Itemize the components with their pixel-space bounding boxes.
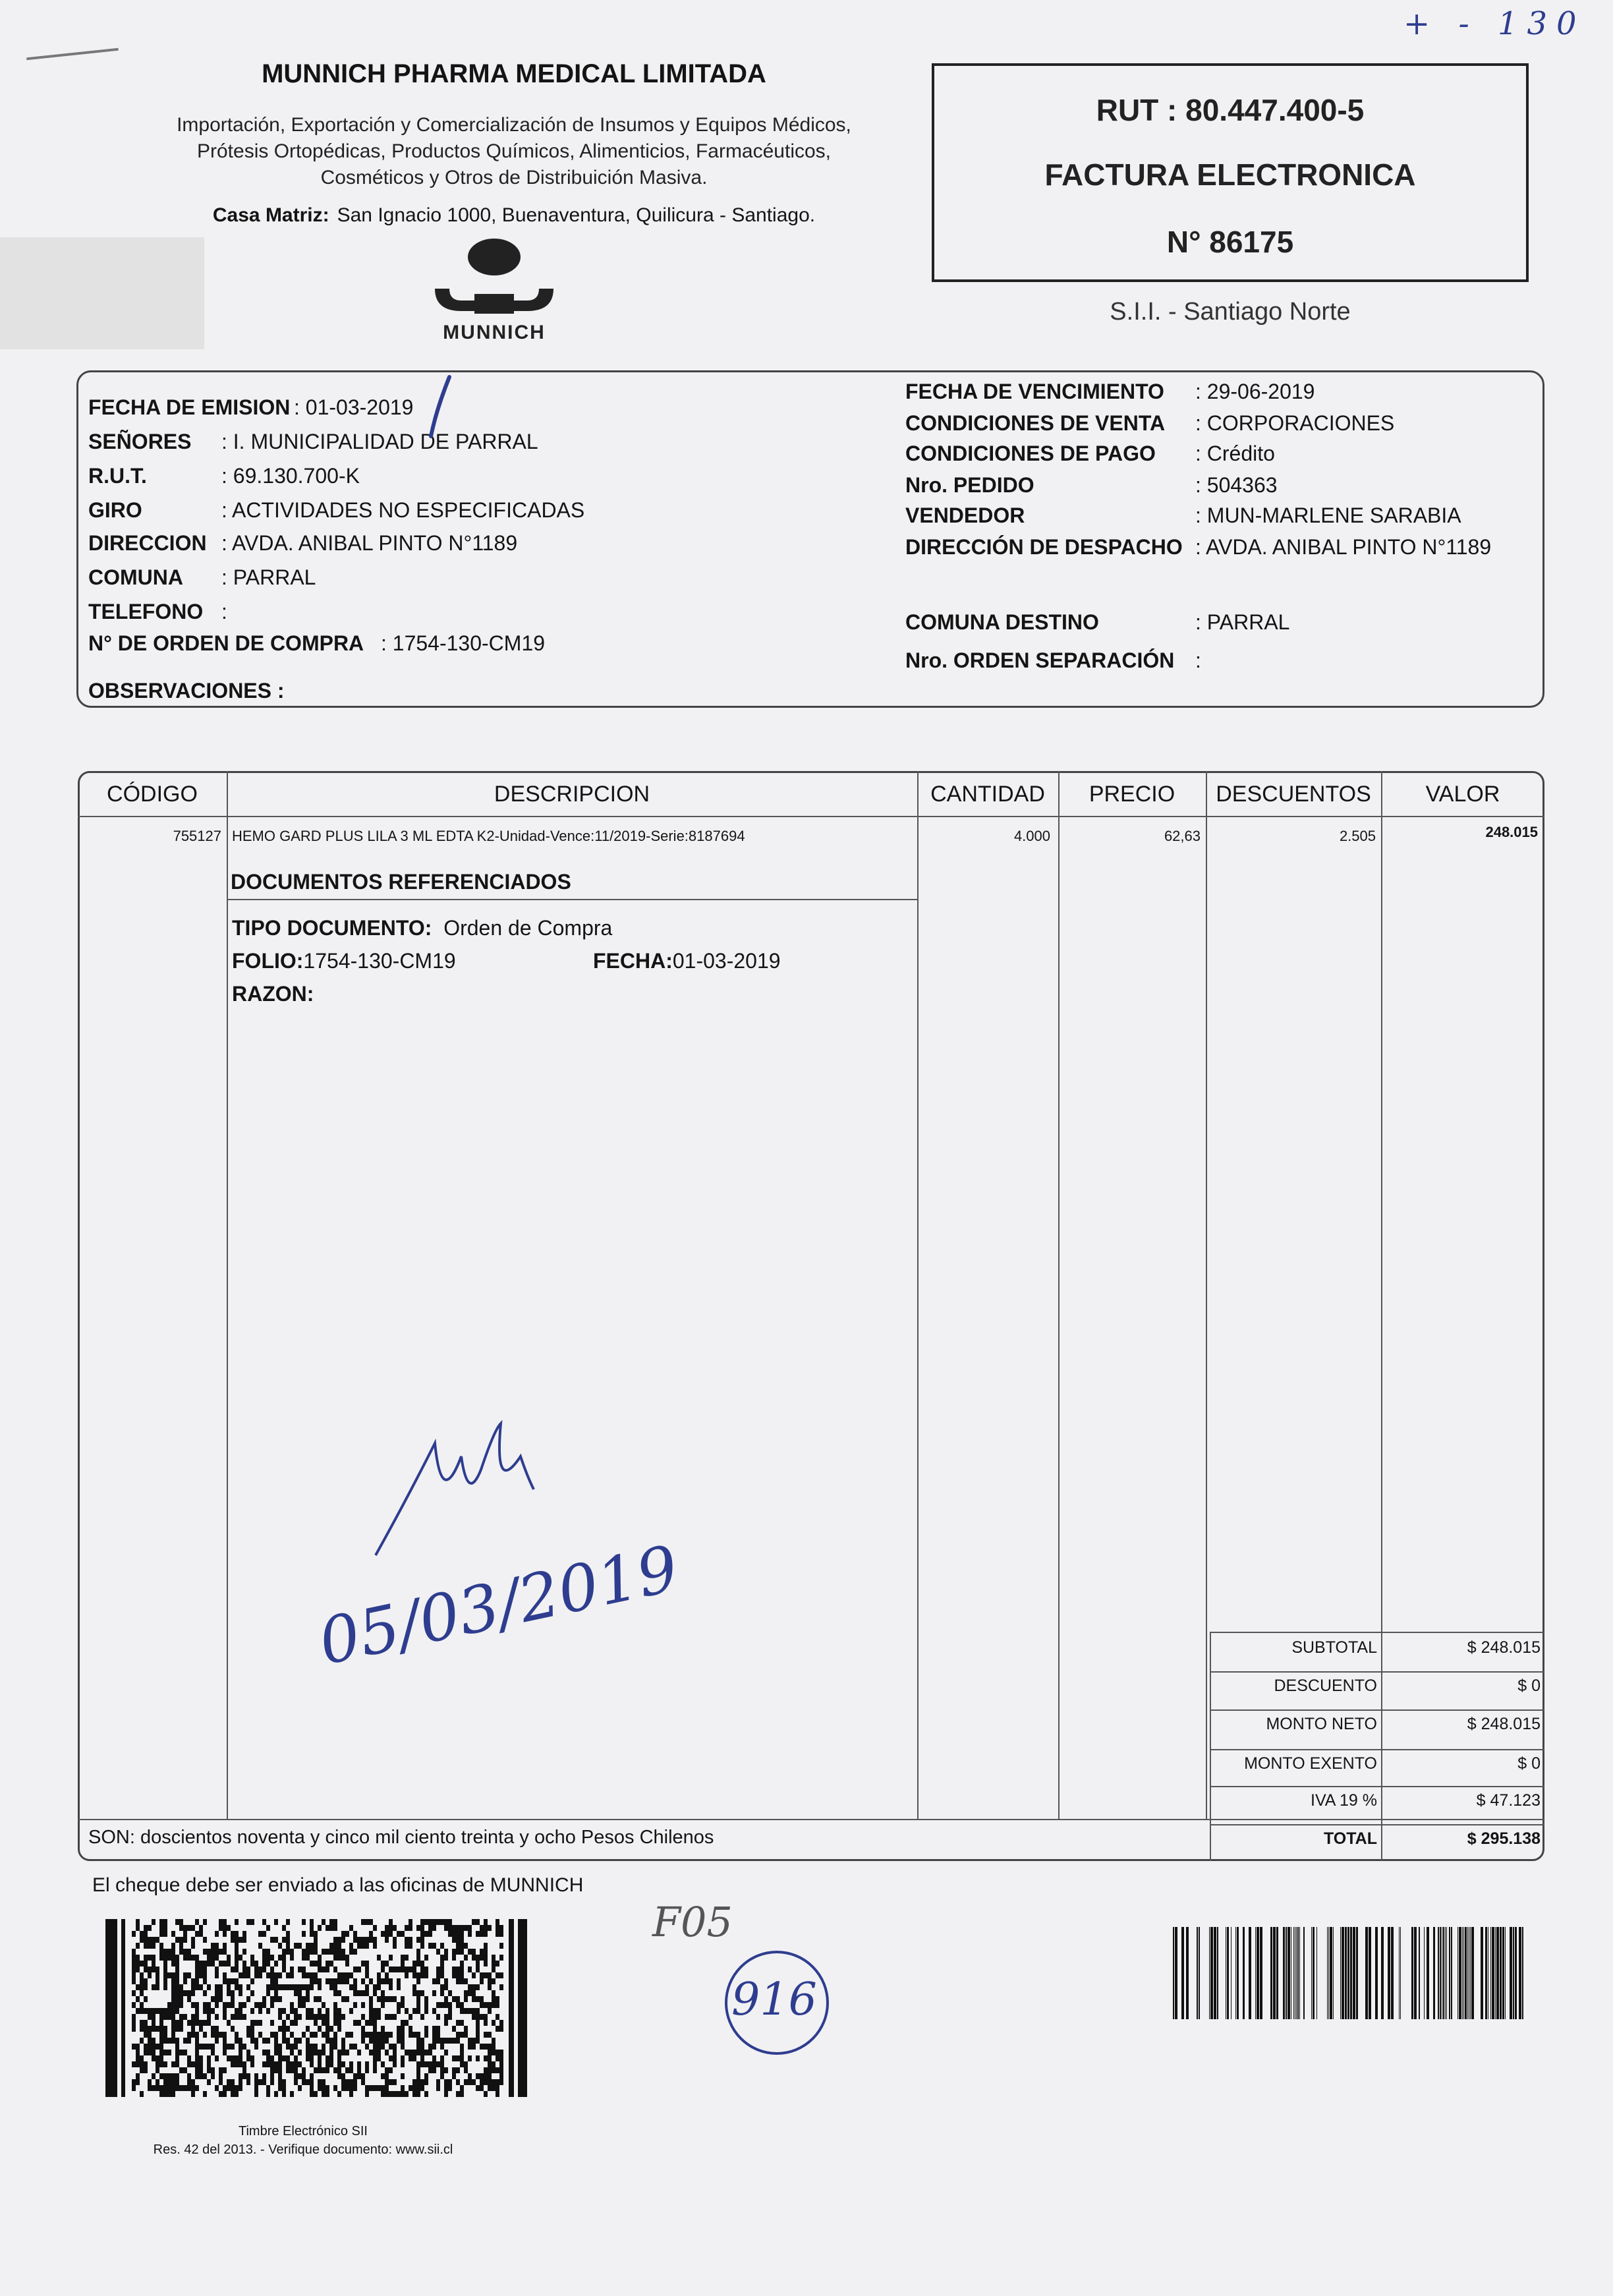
address-label: Casa Matriz: <box>212 204 329 226</box>
total-value: $ 0 <box>1517 1677 1541 1695</box>
total-label: DESCUENTO <box>1274 1677 1377 1695</box>
pdf417-barcode-icon <box>105 1919 527 2097</box>
refs-title: DOCUMENTOS REFERENCIADOS <box>231 870 571 894</box>
field-value: : CORPORACIONES <box>1195 411 1395 435</box>
total-value: $ 248.015 <box>1467 1638 1541 1657</box>
total-label: IVA 19 % <box>1311 1791 1377 1810</box>
scan-shadow <box>0 237 204 349</box>
folio-value: 1754-130-CM19 <box>303 949 456 973</box>
field-label: SEÑORES <box>88 430 192 453</box>
totals-row-divider <box>1210 1749 1544 1750</box>
total-value: $ 295.138 <box>1467 1829 1541 1848</box>
field-label: COMUNA <box>88 565 183 589</box>
field-label: Nro. ORDEN SEPARACIÓN <box>905 648 1175 672</box>
field-value: : <box>221 600 227 623</box>
company-description <box>119 112 909 191</box>
total-value: $ 0 <box>1517 1754 1541 1773</box>
handwritten-top-number: + - 130 <box>1403 5 1586 42</box>
timbre-line: Res. 42 del 2013. - Verifique documento: www.sii.cl <box>153 2142 453 2157</box>
timbre-line: Timbre Electrónico SII <box>239 2124 368 2138</box>
company-name: MUNNICH PHARMA MEDICAL LIMITADA <box>262 59 766 88</box>
field-label: COMUNA DESTINO <box>905 610 1099 634</box>
field-value: : 1754-130-CM19 <box>381 631 546 655</box>
total-label: MONTO NETO <box>1266 1715 1377 1733</box>
field-value: : AVDA. ANIBAL PINTO N°1189 <box>221 531 518 555</box>
th-descuentos: DESCUENTOS <box>1216 782 1371 807</box>
total-label: SUBTOTAL <box>1291 1638 1377 1657</box>
company-desc-line: Prótesis Ortopédicas, Productos Químicos, Alimenticios, Farmacéuticos, <box>196 140 832 162</box>
th-cantidad: CANTIDAD <box>930 782 1045 807</box>
handwritten-circled-number: 916 <box>731 1974 817 2026</box>
son-divider <box>78 1819 1544 1820</box>
company-address <box>119 204 909 227</box>
field-label: FECHA DE VENCIMIENTO <box>905 380 1164 403</box>
rut-number: RUT : 80.447.400-5 <box>1096 93 1365 127</box>
address-value: San Ignacio 1000, Buenaventura, Quilicura - Santiago. <box>337 204 816 226</box>
field-value: : MUN-MARLENE SARABIA <box>1195 503 1461 527</box>
totals-divider <box>1210 1632 1544 1633</box>
document-type: FACTURA ELECTRONICA <box>1044 158 1416 192</box>
field-label: OBSERVACIONES : <box>88 679 285 703</box>
handwritten-date: 05/03/2019 <box>312 1531 685 1680</box>
total-label: MONTO EXENTO <box>1244 1754 1377 1773</box>
refs-folio <box>232 949 456 973</box>
item-description: HEMO GARD PLUS LILA 3 ML EDTA K2-Unidad-Vence:11/2019-Serie:8187694 <box>232 828 745 844</box>
field-label: CONDICIONES DE PAGO <box>905 442 1156 465</box>
item-price: 62,63 <box>1164 828 1201 844</box>
col-divider <box>1381 771 1382 1861</box>
field-value: : 01-03-2019 <box>294 395 414 419</box>
field-value: : 29-06-2019 <box>1195 380 1315 403</box>
totals-row-divider <box>1210 1786 1544 1787</box>
total-value: $ 47.123 <box>1476 1791 1541 1810</box>
field-value: : AVDA. ANIBAL PINTO N°1189 <box>1195 535 1492 559</box>
barcode-icon <box>1173 1927 1526 2019</box>
fecha-label: FECHA: <box>593 949 673 973</box>
pen-stroke-mark <box>26 48 119 61</box>
field-value: : PARRAL <box>221 565 316 589</box>
totals-col-divider <box>1210 1632 1211 1861</box>
total-label: TOTAL <box>1323 1829 1377 1848</box>
invoice-number: N° 86175 <box>1166 225 1294 259</box>
item-value: 248.015 <box>1485 824 1538 840</box>
company-desc-line: Cosméticos y Otros de Distribuición Masiva. <box>320 167 708 188</box>
totals-row-divider <box>1210 1709 1544 1711</box>
field-label: DIRECCIÓN DE DESPACHO <box>905 535 1183 559</box>
field-value: : 69.130.700-K <box>221 464 360 488</box>
field-value: : I. MUNICIPALIDAD DE PARRAL <box>221 430 538 453</box>
field-label: FECHA DE EMISION <box>88 395 291 419</box>
th-descripcion: DESCRIPCION <box>494 782 650 807</box>
refs-divider <box>227 899 917 900</box>
refs-fecha <box>593 949 781 973</box>
tipo-value: Orden de Compra <box>443 916 613 940</box>
th-codigo: CÓDIGO <box>107 782 198 807</box>
amount-in-words: SON: doscientos noventa y cinco mil ciento treinta y ocho Pesos Chilenos <box>88 1827 714 1848</box>
fecha-value: 01-03-2019 <box>672 949 781 973</box>
th-precio: PRECIO <box>1089 782 1175 807</box>
folio-label: FOLIO: <box>232 949 304 973</box>
company-desc-line: Importación, Exportación y Comercialización de Insumos y Equipos Médicos, <box>177 114 851 136</box>
item-qty: 4.000 <box>1013 828 1050 844</box>
field-value: : ACTIVIDADES NO ESPECIFICADAS <box>221 498 585 522</box>
logo-text: MUNNICH <box>443 322 546 343</box>
timbre-electronico <box>105 2122 501 2159</box>
field-value: : Crédito <box>1195 442 1275 465</box>
item-code: 755127 <box>173 828 221 844</box>
total-value: $ 248.015 <box>1467 1715 1541 1733</box>
table-header-divider <box>78 816 1544 817</box>
col-divider <box>227 771 228 1819</box>
handwritten-note: F05 <box>652 1898 733 1946</box>
totals-row-divider <box>1210 1671 1544 1673</box>
field-label: DIRECCION <box>88 531 207 555</box>
field-label: N° DE ORDEN DE COMPRA <box>88 631 364 655</box>
field-label: CONDICIONES DE VENTA <box>905 411 1166 435</box>
sii-office: S.I.I. - Santiago Norte <box>1110 298 1351 326</box>
refs-tipo <box>232 916 612 940</box>
col-divider <box>1206 771 1207 1819</box>
totals-row-divider <box>1210 1824 1544 1825</box>
field-label: Nro. PEDIDO <box>905 473 1034 497</box>
tipo-label: TIPO DOCUMENTO: <box>232 916 432 940</box>
col-divider <box>917 771 919 1819</box>
field-label: GIRO <box>88 498 142 522</box>
item-discount: 2.505 <box>1339 828 1376 844</box>
rut-box <box>932 63 1529 282</box>
th-valor: VALOR <box>1425 782 1500 807</box>
refs-razon: RAZON: <box>232 982 314 1006</box>
field-value: : 504363 <box>1195 473 1278 497</box>
field-value: : PARRAL <box>1195 610 1290 634</box>
field-label: R.U.T. <box>88 464 147 488</box>
field-label: TELEFONO <box>88 600 204 623</box>
checkmark-icon <box>427 370 453 443</box>
field-value: : <box>1195 648 1201 672</box>
cheque-note: El cheque debe ser enviado a las oficinas de MUNNICH <box>92 1874 584 1896</box>
col-divider <box>1058 771 1060 1819</box>
signature-scribble-icon <box>369 1417 540 1562</box>
field-label: VENDEDOR <box>905 503 1025 527</box>
